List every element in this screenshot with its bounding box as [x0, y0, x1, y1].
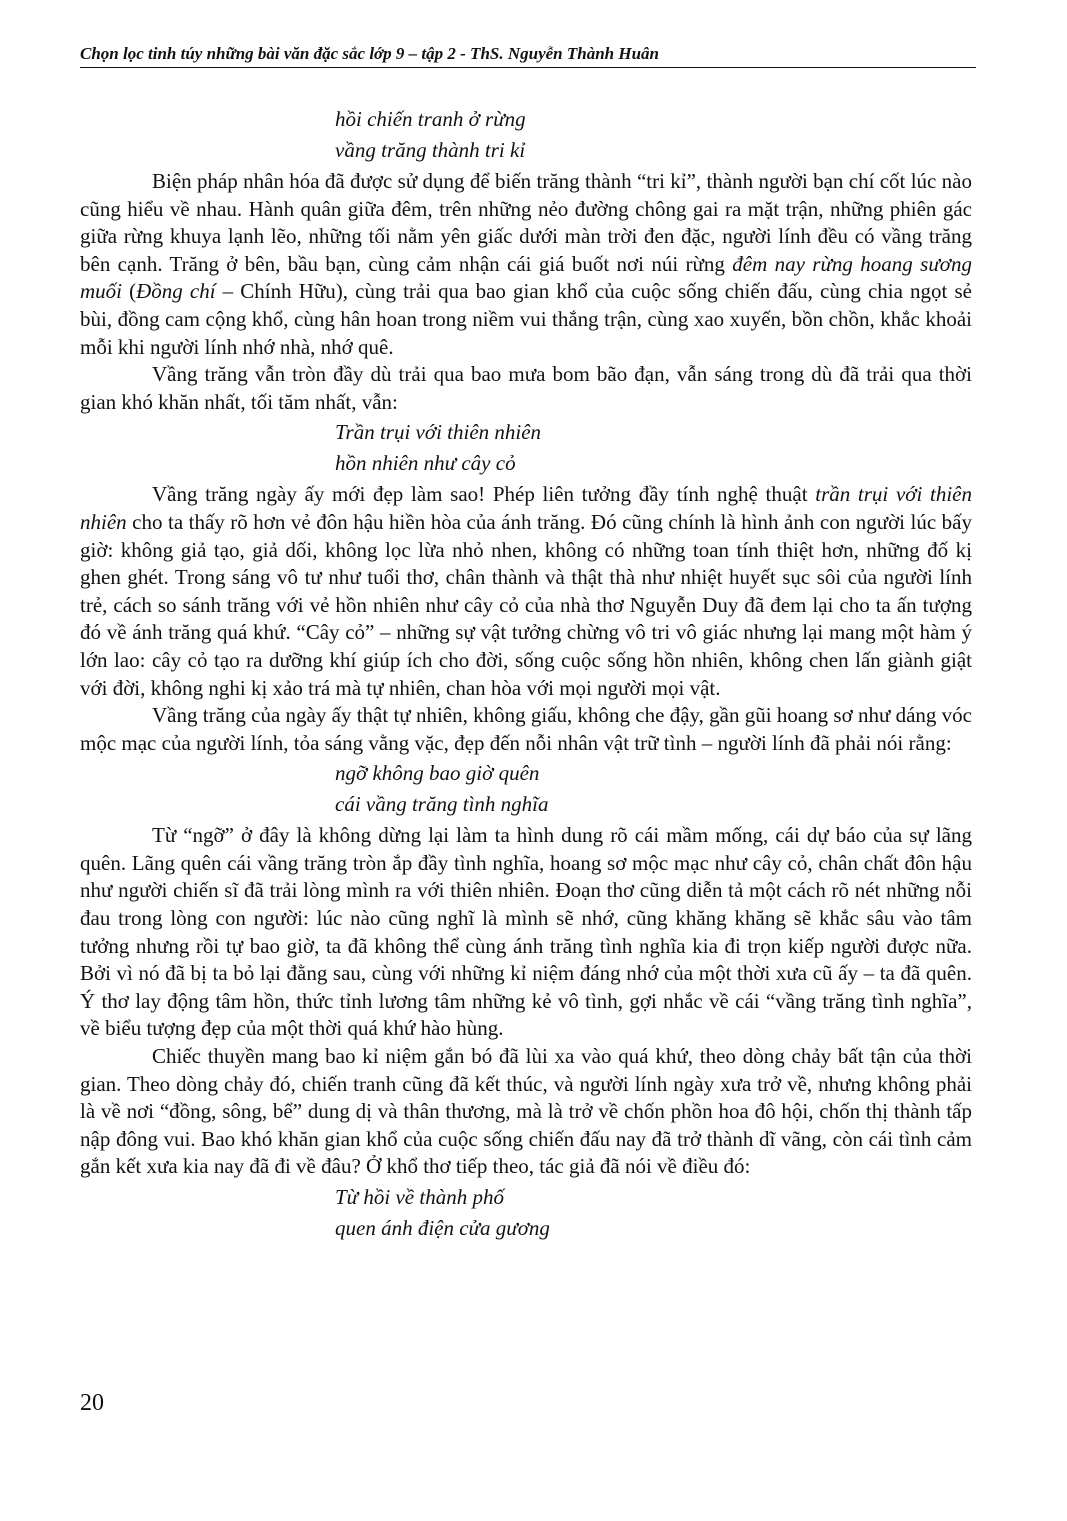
- verse-line: hồi chiến tranh ở rừng: [335, 107, 526, 131]
- verse-block-4: [80, 1182, 972, 1244]
- verse-line: Trần trụi với thiên nhiên: [335, 420, 542, 445]
- paragraph-4: Vầng trăng của ngày ấy thật tự nhiên, không giấu, không che đậy, gần gũi hoang sơ như dáng vóc mộc mạc của người lính, tỏa sáng vằng vặc, đẹp đến nỗi nhân vật trữ tình – người lính đã phải nói rằng:: [80, 703, 972, 755]
- page-number: 20: [80, 1390, 104, 1416]
- paragraph-2: Vầng trăng vẫn tròn đầy dù trải qua bao mưa bom bão đạn, vẫn sáng trong dù đã trải qua thời gian khó khăn nhất, tối tăm nhất, vẫn:: [80, 362, 972, 414]
- verse-line: ngỡ không bao giờ quên: [335, 761, 540, 786]
- paragraph-5: Từ “ngỡ” ở đây là không dừng lại làm ta hình dung rõ cái mầm mống, cái dự báo của sự lãng quên. Lãng quên cái vầng trăng tròn ắp đầy tình nghĩa, hoang sơ mộc mạc như cây cỏ, chân chất đôn hậu như người chiến sĩ đã trải lòng mình ra với thiên nhiên. Đoạn thơ cũng diễn tả một cách rõ nét những nỗi đau trong lòng con người: lúc nào cũng nghĩ là mình sẽ nhớ, cũng khăng khăng sẽ khắc sâu vào tâm tưởng nhưng rồi tự bao giờ, ta đã không thể cùng ánh trăng tình nghĩa kia đi trọn kiếp người được nữa. Bởi vì nó đã bị ta bỏ lại đằng sau, cùng với những kỉ niệm đáng nhớ của một thời xưa cũ ấy – ta đã quên. Ý thơ lay động tâm hồn, thức tỉnh lương tâm những kẻ vô tình, gợi nhắc về cái “vầng trăng tình nghĩa”, về biểu tượng đẹp của một thời quá khứ hào hùng.: [80, 823, 972, 1041]
- verse-line: hồn nhiên như cây cỏ: [335, 451, 516, 476]
- verse-line: cái vầng trăng tình nghĩa: [335, 792, 549, 817]
- running-header: Chọn lọc tinh túy những bài văn đặc sắc lớp 9 – tập 2 - ThS. Nguyễn Thành Huân: [80, 42, 976, 68]
- verse-line: quen ánh điện cửa gương: [335, 1216, 550, 1240]
- page-body: [80, 103, 972, 1246]
- verse-block-1: [80, 104, 972, 166]
- paragraph-1: Biện pháp nhân hóa đã được sử dụng để biến trăng thành “tri kỉ”, thành người bạn chí cốt lúc nào cũng hiểu về nhau. Hành quân giữa đêm, trên những nẻo đường chông gai ra mặt trận, những phiên gác giữa rừng khuya lạnh lẽo, những tối nằm yên giấc dưới màn trời đen đặc, người lính đều có vầng trăng bên cạnh. Trăng ở bên, bầu bạn, cùng cảm nhận cái giá buốt nơi núi rừng đêm nay rừng hoang sương muối (Đồng chí – Chính Hữu), cùng trải qua bao gian khổ của cuộc sống chiến đấu, cùng chia ngọt sẻ bùi, đồng cam cộng khổ, cùng hân hoan trong niềm vui thắng trận, cùng xao xuyến, bồn chồn, khắc khoải mỗi khi người lính nhớ nhà, nhớ quê.: [80, 169, 972, 359]
- verse-line: Từ hồi về thành phố: [335, 1185, 504, 1209]
- verse-line: vầng trăng thành tri kỉ: [335, 138, 526, 162]
- paragraph-6: Chiếc thuyền mang bao kỉ niệm gắn bó đã lùi xa vào quá khứ, theo dòng chảy bất tận của thời gian. Theo dòng chảy đó, chiến tranh cũng đã kết thúc, và người lính ngày xưa trở về, nhưng không phải là về nơi “đồng, sông, bể” dung dị và thân thương, mà là trở về chốn phồn hoa đô hội, chốn thị thành tấp nập đông vui. Bao khó khăn gian khổ của cuộc sống chiến đấu nay đã trở thành dĩ vãng, còn cái tình cảm gắn kết xưa kia nay đã đi về đâu? Ở khổ thơ tiếp theo, tác giả đã nói về điều đó:: [80, 1044, 972, 1179]
- verse-block-3: [80, 758, 972, 820]
- verse-block-2: [80, 417, 972, 479]
- paragraph-3: Vầng trăng ngày ấy mới đẹp làm sao! Phép liên tưởng đầy tính nghệ thuật trần trụi với thiên nhiên cho ta thấy rõ hơn vẻ đôn hậu hiền hòa của ánh trăng. Đó cũng chính là hình ảnh con người lúc bấy giờ: không giả tạo, giả dối, không lọc lừa nhỏ nhen, không có những toan tính thiệt hơn, những đố kị ghen ghét. Trong sáng vô tư như tuổi thơ, chân thành và thật thà như nhiệt huyết sục sôi của người lính trẻ, cách so sánh trăng với vẻ hồn nhiên như cây cỏ của nhà thơ Nguyễn Duy đã đem lại cho ta ấn tượng đó về ánh trăng quá khứ. “Cây cỏ” – những sự vật tưởng chừng vô tri vô giác nhưng lại mang một hàm ý lớn lao: cây cỏ tạo ra dưỡng khí giúp ích cho đời, sống cuộc sống hồn nhiên, không chen lấn giành giật với đời, không nghi kị xảo trá mà tự nhiên, chan hòa với mọi người mọi vật.: [80, 482, 972, 700]
